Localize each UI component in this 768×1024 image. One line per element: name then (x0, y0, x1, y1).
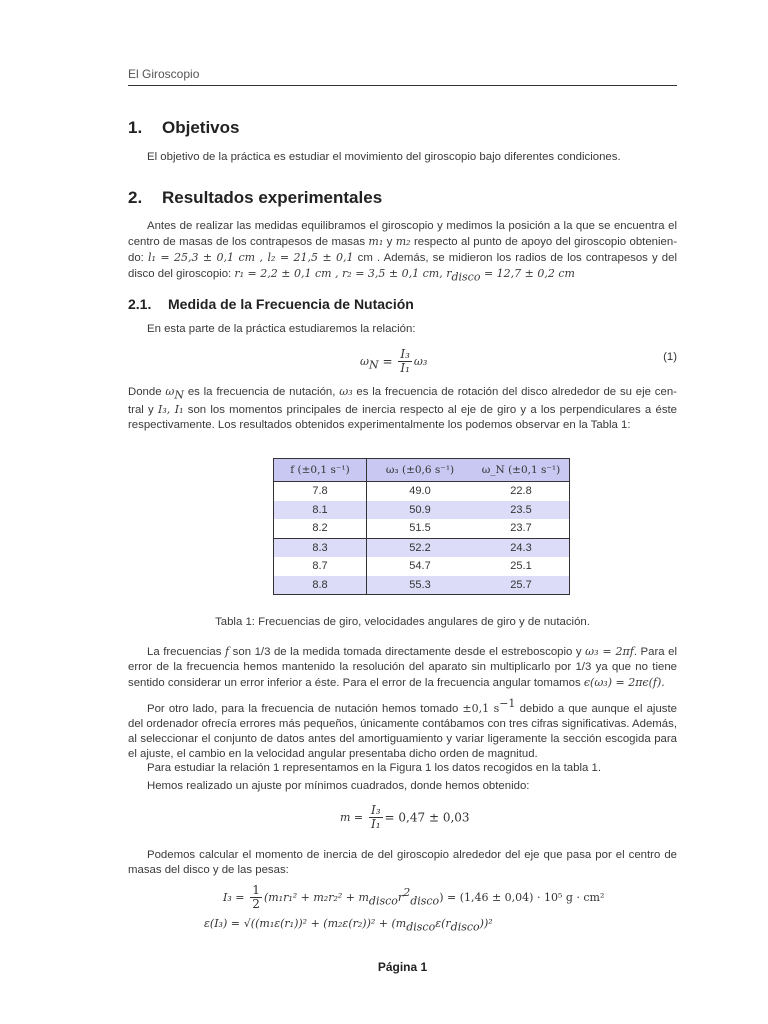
text-run: . Para el error de la frecuencia hemos mantenido la resolución del aparato sin multiplicarlo por 1/3 ya que no tiene sentido considerar un error inferior a éste. Para el error de la frecuencia angular tomamos (128, 646, 678, 689)
table-cell: 8.8 (274, 576, 367, 595)
text-run: son los momentos principales de inercia respecto al eje de giro y a los perpendiculares a éste respectivamente. Los resultados obtenidos experimentalmente los podemos observar en la Tabla 1: (128, 404, 678, 432)
math-omega3: ω₃ (339, 385, 353, 398)
section-number: 1. (128, 118, 143, 137)
math-I3: I₃ = (223, 891, 245, 904)
text-run: son 1/3 de la medida tomada directamente desde el estreboscopio y (232, 646, 582, 658)
math-sub: disco (450, 920, 480, 934)
equation-body (340, 804, 470, 831)
equation-body (204, 916, 493, 933)
table-cell: 25.7 (473, 576, 570, 595)
table-cell: 50.9 (367, 501, 474, 520)
table-caption: Tabla 1: Frecuencias de giro, velocidades angulares de giro y de nutación. (215, 616, 590, 628)
section-objetivos-heading (128, 118, 239, 138)
table-cell: 54.7 (409, 560, 431, 573)
math-eps-eq: ϵ(ω₃) = 2πϵ(f). (583, 676, 665, 689)
math-eps-r: ε(r (435, 917, 451, 930)
equals-sign: = (382, 354, 393, 369)
definitions-paragraph (128, 384, 677, 433)
inertia-paragraph: Podemos calcular el momento de inercia de del giroscopio alrededor del eje que pasa por el centro de masas del disco y de las pesas: (128, 849, 677, 876)
table-cell: 49.0 (409, 485, 431, 498)
math-sup: 2 (403, 886, 411, 899)
table-row (274, 557, 570, 576)
text-run: es la frecuencia de rotación del disco alrededor de su eje cen-tral y (128, 386, 677, 417)
table-cell: 22.8 (473, 482, 570, 501)
math-sub: N (368, 358, 379, 372)
math-sub: disco (406, 920, 436, 934)
math-sub: disco (410, 894, 440, 908)
equation-1 (128, 346, 677, 378)
math-m2: m₂ (395, 235, 411, 248)
text-run: es la frecuencia de nutación, (187, 386, 336, 398)
table-row (274, 538, 570, 557)
column-header: ω_N (±0,1 s⁻¹) (473, 459, 570, 482)
equation-inertia (128, 884, 677, 914)
text-run: Donde (128, 386, 162, 398)
math-r-values: r₁ = 2,2 ± 0,1 cm , r₂ = 3,5 ± 0,1 cm, r (234, 267, 452, 280)
math-sup: −1 (499, 697, 516, 710)
table-row (274, 519, 570, 538)
numerator: 1 (252, 883, 260, 897)
math-m1: m₁ (368, 235, 384, 248)
running-header: El Giroscopio (128, 66, 677, 86)
text-run: Antes de realizar las medidas equilibramos el giroscopio y medimos la posición a la que se encuentra el centro de masas de los contrapesos de masas (128, 220, 677, 248)
math-sub: disco (368, 894, 398, 908)
text-run: La frecuencias (147, 646, 222, 658)
table-cell: 23.5 (473, 501, 570, 520)
equation-body (223, 884, 604, 911)
page-number: Página 1 (377, 960, 428, 974)
math-m-value: = 0,47 ± 0,03 (384, 810, 470, 825)
column-header: f (±0,1 s⁻¹) (274, 459, 367, 482)
math-f: f (225, 645, 230, 658)
figure-ref-paragraph: Para estudiar la relación 1 representamos en la Figura 1 los datos recogidos en la tabla 1. (147, 762, 601, 774)
math-I3-sum: (m₁r₁² + m₂r₂² + m (263, 891, 369, 904)
math-sub: N (174, 388, 184, 402)
table-cell: 51.5 (367, 519, 474, 538)
text-run: respecto al punto de apoyo del giroscopio obtenien-do: (128, 236, 677, 264)
fraction (398, 348, 412, 375)
table-cell: 24.3 (473, 538, 570, 557)
equation-inertia-error (128, 916, 677, 934)
table-cell: 8.3 (274, 538, 367, 557)
table-cell: 8.1 (274, 501, 367, 520)
math-l-values: l₁ = 25,3 ± 0,1 cm , l₂ = 21,5 ± 0,1 (147, 251, 354, 264)
math-nut-err: ±0,1 s (462, 701, 500, 715)
table-row (274, 576, 570, 595)
text-run: cm . Además, se midieron los radios de los contrapesos y del disco del giroscopio: (128, 252, 677, 280)
math-close: ))² (479, 917, 493, 930)
numerator: I₃ (370, 803, 381, 817)
table-row (274, 482, 570, 501)
math-inertia: I₃, I₁ (157, 403, 184, 417)
nutation-error-paragraph (128, 696, 677, 762)
numerator: I₃ (400, 347, 410, 361)
section-title: Medida de la Frecuencia de Nutación (168, 296, 414, 312)
table-cell: 8.7 (274, 557, 367, 576)
fraction (250, 884, 262, 911)
data-table (273, 458, 570, 595)
math-omega3-eq: ω₃ = 2πf (585, 645, 634, 658)
text-run: debido a que aunque el ajuste del ordenador ofrecía errores más pequeños, únicamente contábamos con tres cifras significativas. Además, al seleccionar el conjunto de datos antes del amortiguamiento y variar ligeramente la sección escogida para el ajuste, el cambio en la velocidad angular presentaba dicho orden de magnitud. (128, 702, 677, 760)
objetivos-paragraph: El objetivo de la práctica es estudiar el movimiento del giroscopio bajo diferentes condiciones. (147, 151, 621, 163)
frequency-paragraph (128, 644, 677, 691)
equation-body (360, 348, 427, 375)
section-title: Objetivos (162, 118, 240, 137)
math-r: r (397, 891, 404, 904)
math-omegaN: ω (165, 385, 175, 398)
math-err-sum: √((m₁ε(r₁))² + (m₂ε(r₂))² + (m (243, 917, 407, 930)
equation-slope (128, 802, 677, 836)
equation-number: (1) (663, 351, 677, 363)
math-sub: disco (451, 270, 481, 284)
table-cell: 55.3 (367, 576, 474, 595)
math-eps-I3: ε(I₃) = (204, 917, 240, 930)
fraction (369, 804, 383, 831)
column-header: ω₃ (±0,6 s⁻¹) (367, 459, 474, 482)
section-number: 2.1. (128, 296, 152, 312)
math-I3-result: ) = (1,46 ± 0,04) · 10⁵ g · cm² (439, 891, 605, 904)
denominator: 2 (252, 897, 260, 911)
section-resultados-heading (128, 188, 382, 208)
denominator: I₁ (370, 817, 381, 831)
section-title: Resultados experimentales (162, 188, 383, 207)
math-omega: ω (360, 355, 369, 368)
table-row (274, 501, 570, 520)
fit-paragraph: Hemos realizado un ajuste por mínimos cuadrados, donde hemos obtenido: (147, 780, 530, 792)
subsection-nutacion-heading (128, 296, 414, 312)
table-cell: 8.2 (274, 519, 367, 538)
table-header-row (274, 459, 570, 482)
text-run: Por otro lado, para la frecuencia de nutación hemos tomado (147, 702, 459, 715)
table-cell: 52.2 (367, 538, 474, 557)
nutacion-intro: En esta parte de la práctica estudiaremos la relación: (147, 323, 416, 335)
section-number: 2. (128, 188, 143, 207)
math-omega3: ω₃ (413, 355, 428, 368)
math-r-disco: = 12,7 ± 0,2 cm (480, 267, 575, 280)
table-cell: 7.8 (274, 482, 367, 501)
denominator: I₁ (400, 361, 410, 375)
math-m: m = (340, 811, 364, 824)
resultados-paragraph: Antes de realizar las medidas equilibramos el giroscopio y medimos la posición a la que se encuentra el centro de masas de los contrapesos de masas m₁ y m₂ respecto al punto de apoyo del giroscopio obtenien-do: l₁ = 25,3 ± 0,1 cm , l₂ = 21,5 ± 0,1 cm . Además, se midieron los radios de los contrapesos y del disco del giroscopio: r₁ = 2,2 ± 0,1 cm , r₂ = 3,5 ± 0,1 cm, $r_{disco} = 12,7 \pm 0,2$ cm (128, 220, 677, 284)
table-cell: 25.1 (473, 557, 570, 576)
table-cell: 23.7 (473, 519, 570, 538)
